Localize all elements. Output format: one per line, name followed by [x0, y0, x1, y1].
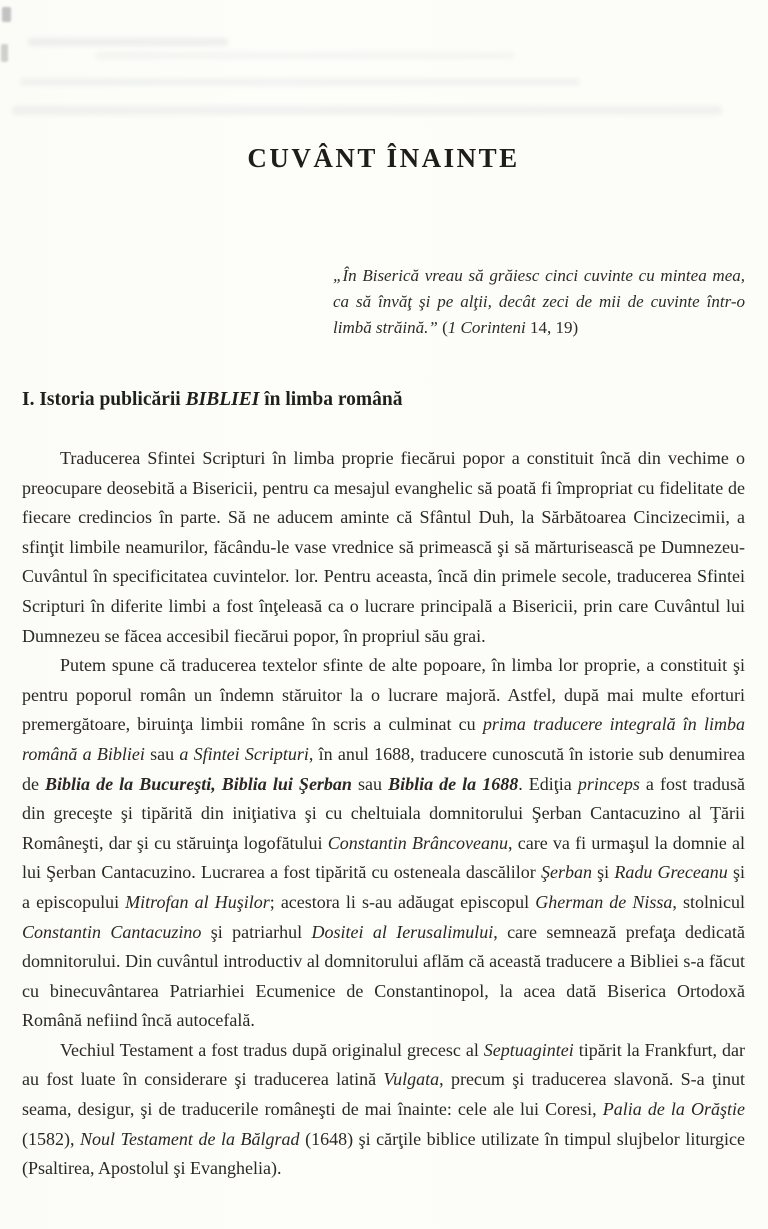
paragraph: [22, 1036, 745, 1184]
text-run: , în anul 1688, traducere cunoscută în istorie sub denumirea de: [22, 743, 746, 794]
text-run: Constantin Cantacuzino: [22, 921, 202, 942]
text-run: ; acestora li s-au adăugat episcopul: [269, 891, 536, 912]
text-run: şi: [591, 862, 615, 883]
text-run: a Sfintei Scripturi: [179, 743, 309, 764]
text-run: Dositei al Ierusalimului: [311, 921, 494, 942]
paragraph: [22, 651, 745, 1036]
text-run: , care semnează prefaţa dedicată domnitorului. Din cuvântul introductiv al domnitorului aflăm că această traducere a Bibliei s-a făcut cu binecuvântarea Patriarhiei Ecumenice de Constantinopol, la acea dată Biserica Ortodoxă Română nefiind încă autocefală.: [22, 921, 745, 1031]
text-run: BIBLIEI: [185, 389, 260, 410]
page-title: CUVÂNT ÎNAINTE: [247, 143, 520, 173]
text-run: Vechiul Testament a fost tradus după originalul grecesc al: [60, 1039, 484, 1060]
text-run: I. Istoria publicării: [22, 389, 186, 410]
text-run: Constantin Brâncoveanu: [327, 832, 509, 853]
paragraph: [22, 444, 745, 651]
text-run: , care va fi urmaşul la domnie al lui Şerban Cantacuzino. Lucrarea a fost tipărită cu osteneala dascălilor: [22, 832, 745, 883]
text-run: . Ediţia: [518, 773, 578, 794]
text-run: Palia de la Orăştie: [602, 1099, 745, 1120]
text-run: , stolnicul: [672, 891, 746, 912]
text-run: (1648) şi cărţile biblice utilizate în timpul slujbelor liturgice (Psaltirea, Apostolul şi Evanghelia).: [22, 1128, 745, 1179]
text-run: Traducerea Sfintei Scripturi în limba proprie fiecărui popor a constituit încă din vechime o preocupare deosebită a Bisericii, pentru ca mesajul evanghelic să poată fi împropriat cu fidelitate de fiecare credincios în parte. Să ne aducem aminte că Sfântul Duh, la Sărbătoarea Cincizecimii, a sfinţit limbile neamurilor, făcându-le vase vrednice să primească şi să mărturisească pe Dumnezeu-Cuvântul în specificitatea cuvintelor. lor. Pentru aceasta, încă din primele secole, traducerea Sfintei Scripturi în diferite limbi a fost înţeleasă ca o lucrare principală a Bisericii, prin care Cuvântul lui Dumnezeu se făcea accesibil fiecărui popor, în propriul său grai.: [22, 448, 745, 646]
text-run: „În Biserică vreau să grăiesc cinci cuvinte cu mintea mea, ca să învăţ şi pe alţii, decât zeci de mii de cuvinte într-o limbă străină.”: [333, 266, 745, 337]
text-run: prima traducere integrală în limba română a Bibliei: [22, 714, 745, 764]
text-run: Gherman de Nissa: [535, 891, 673, 912]
text-run: , precum şi traducerea slavonă. S-a ţinut seama, desigur, şi de traducerile româneşti de mai înainte: cele ale lui Coresi,: [22, 1069, 745, 1120]
text-run: (1582),: [22, 1128, 81, 1149]
text-run: a fost tradusă din greceşte şi tipărită din iniţiativa şi cu cheltuiala domnitorului Şerban Cantacuzino al Ţării Româneşti, dar şi cu stăruinţa logofătului: [22, 773, 745, 853]
text-run: sau: [351, 773, 389, 794]
text-run: sau: [144, 743, 180, 764]
text-run: Biblia de la Bucureşti, Biblia lui Şerban: [45, 773, 352, 794]
text-run: princeps: [577, 773, 640, 794]
text-run: tipărit la Frankfurt, dar au fost luate în considerare şi traducerea latină: [22, 1039, 745, 1090]
text-run: în limba română: [259, 389, 403, 410]
text-run: Mitrofan al Huşilor: [125, 891, 270, 912]
text-run: Noul Testament de la Bălgrad: [80, 1128, 300, 1149]
text-run: Vulgata: [383, 1069, 440, 1090]
text-run: şi a episcopului: [22, 862, 745, 912]
text-run: 1 Corinteni: [447, 318, 526, 337]
text-run: Radu Greceanu: [614, 862, 728, 883]
text-run: 14, 19): [525, 318, 579, 337]
text-run: (: [442, 318, 448, 337]
text-run: Şerban: [540, 862, 592, 883]
text-run: Biblia de la 1688: [388, 773, 519, 794]
text-run: Putem spune că traducerea textelor sfinte de alte popoare, în limba lor proprie, a constituit şi pentru poporul român un îndemn stăruitor la o lucrare majoră. Astfel, după mai multe eforturi premergătoare, biruinţa limbii române în scris a culminat cu: [22, 655, 745, 735]
body-paragraphs: [22, 444, 745, 1184]
text-run: Septuagintei: [483, 1039, 574, 1060]
epigraph-quote: [333, 263, 745, 341]
text-run: şi patriarhul: [201, 921, 312, 942]
section-heading: [22, 387, 745, 413]
